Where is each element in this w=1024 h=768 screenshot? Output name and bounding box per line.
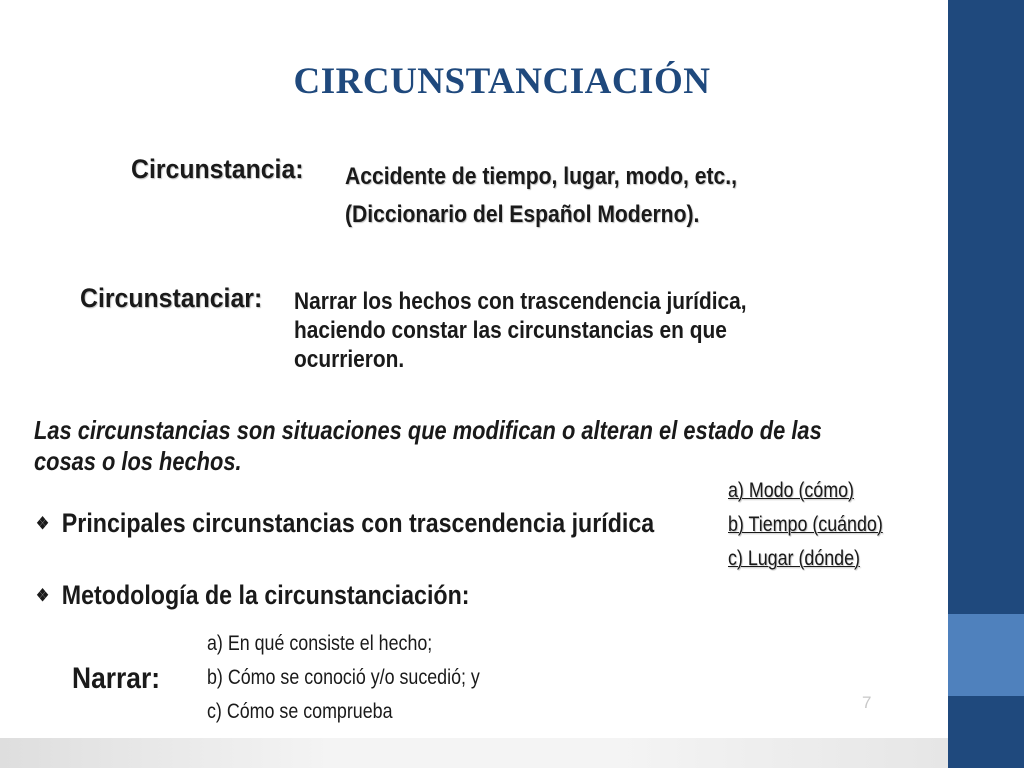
definition-line: Accidente de tiempo, lugar, modo, etc., <box>345 163 737 190</box>
narrar-item: b) Cómo se conoció y/o sucedió; y <box>207 666 480 689</box>
definition-circunstancia <box>345 158 737 234</box>
bullet-text: Metodología de la circunstanciación: <box>61 580 470 610</box>
narrar-item: a) En qué consiste el hecho; <box>207 632 433 655</box>
slide-title: CIRCUNSTANCIACIÓN <box>293 61 711 102</box>
definition-line: ocurrieron. <box>294 346 405 373</box>
page-number: 7 <box>862 693 872 712</box>
term-circunstancia: Circunstancia: <box>131 154 304 184</box>
definition-line: haciendo constar las circunstancias en que <box>294 317 727 344</box>
diamond-bullet-icon: ❖ <box>36 585 50 605</box>
bullet-text: Principales circunstancias con trascendencia jurídica <box>61 508 655 538</box>
circumstance-list <box>728 474 883 576</box>
circumstance-item: a) Modo (cómo) <box>728 479 854 502</box>
side-band-accent <box>948 614 1024 696</box>
definition-line: (Diccionario del Español Moderno). <box>345 201 700 228</box>
narrar-list <box>207 627 480 729</box>
statement-paragraph: Las circunstancias son situaciones que modifican o alteran el estado de las cosas o los hechos. <box>34 415 822 476</box>
side-band-bottom <box>948 696 1024 768</box>
bullet-item <box>36 508 654 539</box>
circumstance-item: b) Tiempo (cuándo) <box>728 513 883 536</box>
definition-line: Narrar los hechos con trascendencia jurídica, <box>294 288 747 315</box>
narrar-label: Narrar: <box>72 662 161 695</box>
definition-circunstanciar <box>294 287 747 374</box>
bullet-item <box>36 580 470 611</box>
bottom-shadow-bar <box>0 738 948 768</box>
diamond-bullet-icon: ❖ <box>36 513 50 533</box>
narrar-item: c) Cómo se comprueba <box>207 700 393 723</box>
circumstance-item: c) Lugar (dónde) <box>728 547 860 570</box>
term-circunstanciar: Circunstanciar: <box>80 283 263 313</box>
